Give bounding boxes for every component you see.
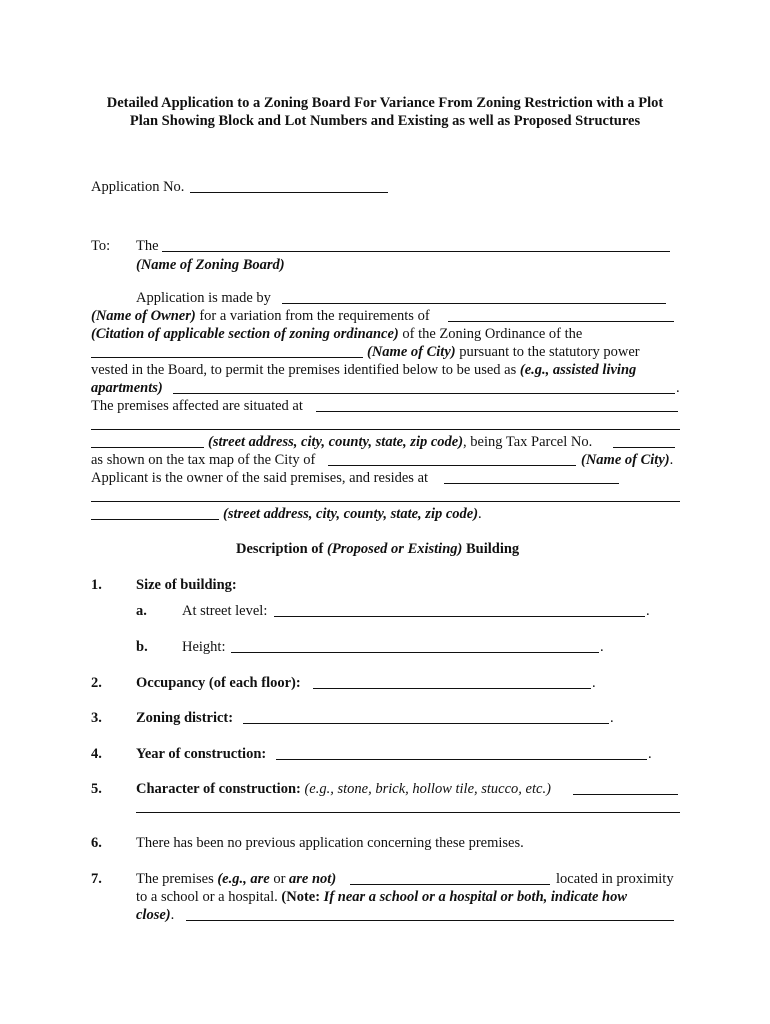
city-name-field[interactable] — [91, 357, 363, 358]
citation-line — [91, 325, 582, 343]
school-text: to a school or a hospital. — [136, 889, 282, 905]
owner-name-field[interactable] — [282, 303, 666, 304]
character-label: Character of construction: — [136, 781, 301, 797]
document-title-line-1: Detailed Application to a Zoning Board For Variance From Zoning Restriction with a Plot — [106, 95, 664, 111]
applicant-residence-field[interactable] — [444, 483, 619, 484]
year-of-construction-label: Year of construction: — [136, 746, 267, 762]
occupancy-label: Occupancy (of each floor): — [136, 675, 301, 691]
description-heading — [236, 540, 519, 558]
item-5-number: 5. — [91, 781, 102, 797]
eg-assisted-caption: (e.g., assisted living — [519, 362, 637, 378]
occupancy-field[interactable] — [313, 688, 591, 689]
premises-location-field[interactable] — [316, 411, 678, 412]
premises-text: The premises — [136, 871, 218, 887]
applicant-street-address-caption: (street address, city, county, state, zip code) — [223, 506, 479, 522]
item-4-number: 4. — [91, 746, 102, 762]
item-2-number: 2. — [91, 675, 102, 691]
tax-map-period: . — [669, 452, 674, 468]
premises-address-field-2[interactable] — [91, 447, 204, 448]
character-line — [136, 780, 551, 798]
name-of-city-caption: (Name of City) — [367, 344, 456, 360]
made-by-label: Application is made by — [136, 290, 271, 306]
pursuant-line — [367, 343, 640, 361]
are-not-caption: are not) — [289, 871, 337, 887]
description-heading-italic: (Proposed or Existing) — [327, 541, 463, 557]
tax-map-label: as shown on the tax map of the City of — [91, 452, 316, 468]
item-7-number: 7. — [91, 871, 102, 887]
variation-text: for a variation from the requirements of — [195, 308, 430, 324]
document-title-line-2: Plan Showing Block and Lot Numbers and Existing as well as Proposed Structures — [129, 113, 641, 129]
zoning-district-label: Zoning district: — [136, 710, 234, 726]
the-label: The — [136, 238, 159, 254]
zoning-board-name-field[interactable] — [162, 251, 670, 252]
height-period: . — [600, 639, 604, 655]
zoning-district-period: . — [610, 710, 614, 726]
tax-map-city-caption — [581, 451, 673, 469]
description-heading-post: Building — [462, 541, 520, 557]
character-examples: (e.g., stone, brick, hollow tile, stucco, etc.) — [300, 781, 551, 797]
requirements-field[interactable] — [448, 321, 674, 322]
tax-map-city-field[interactable] — [328, 465, 576, 466]
tax-map-city-caption-text: (Name of City) — [581, 452, 670, 468]
name-of-owner-caption: (Name of Owner) — [91, 308, 196, 324]
application-no-field[interactable] — [190, 192, 388, 193]
occupancy-period: . — [592, 675, 596, 691]
premises-situated-label: The premises affected are situated at — [91, 398, 303, 414]
year-period: . — [648, 746, 652, 762]
item-1b-letter: b. — [136, 639, 148, 655]
zoning-district-field[interactable] — [243, 723, 609, 724]
close-caption: close) — [136, 907, 171, 923]
height-label: Height: — [182, 639, 226, 655]
street-level-label: At street level: — [182, 603, 268, 619]
no-previous-application-text: There has been no previous application concerning these premises. — [136, 835, 524, 851]
period-mark: . — [676, 380, 680, 396]
premises-address-field[interactable] — [91, 429, 680, 430]
located-proximity-text: located in proximity — [556, 871, 674, 887]
eg-are-caption: (e.g., are — [217, 871, 270, 887]
item-1-number: 1. — [91, 577, 102, 593]
close-line — [136, 906, 174, 924]
tax-parcel-line — [208, 433, 592, 451]
proximity-distance-field[interactable] — [186, 920, 674, 921]
height-field[interactable] — [231, 652, 599, 653]
or-text: or — [269, 871, 290, 887]
zoning-ordinance-text: of the Zoning Ordinance of the — [398, 326, 583, 342]
year-of-construction-field[interactable] — [276, 759, 647, 760]
note-label: (Note: — [281, 889, 324, 905]
street-address-caption: (street address, city, county, state, zip code) — [208, 434, 464, 450]
zoning-board-caption: (Name of Zoning Board) — [136, 257, 285, 273]
pursuant-text: pursuant to the statutory power — [455, 344, 640, 360]
street-level-period: . — [646, 603, 650, 619]
tax-parcel-text: , being Tax Parcel No. — [463, 434, 593, 450]
proximity-field[interactable] — [350, 884, 550, 885]
item-3-number: 3. — [91, 710, 102, 726]
description-heading-pre: Description of — [236, 541, 328, 557]
vested-line — [91, 361, 636, 379]
vested-text: vested in the Board, to permit the premises identified below to be used as — [91, 362, 520, 378]
school-hospital-line — [136, 888, 627, 906]
item-6-number: 6. — [91, 835, 102, 851]
application-no-label: Application No. — [91, 179, 185, 195]
applicant-resides-label: Applicant is the owner of the said premises, and resides at — [91, 470, 429, 486]
to-label: To: — [91, 238, 111, 254]
street-level-field[interactable] — [274, 616, 645, 617]
close-period: . — [170, 907, 175, 923]
apartments-caption: apartments) — [91, 380, 163, 396]
size-of-building-label: Size of building: — [136, 577, 237, 593]
applicant-address-caption — [223, 505, 482, 523]
proposed-use-field[interactable] — [173, 393, 675, 394]
item-1a-letter: a. — [136, 603, 147, 619]
variation-line — [91, 307, 430, 325]
character-field[interactable] — [573, 794, 678, 795]
premises-proximity-line — [136, 870, 336, 888]
note-text: If near a school or a hospital or both, indicate how — [323, 889, 628, 905]
tax-parcel-field[interactable] — [613, 447, 675, 448]
character-field-2[interactable] — [136, 812, 680, 813]
applicant-period: . — [478, 506, 482, 522]
applicant-address-field[interactable] — [91, 501, 680, 502]
citation-caption: (Citation of applicable section of zoning ordinance) — [91, 326, 399, 342]
applicant-address-field-2[interactable] — [91, 519, 219, 520]
